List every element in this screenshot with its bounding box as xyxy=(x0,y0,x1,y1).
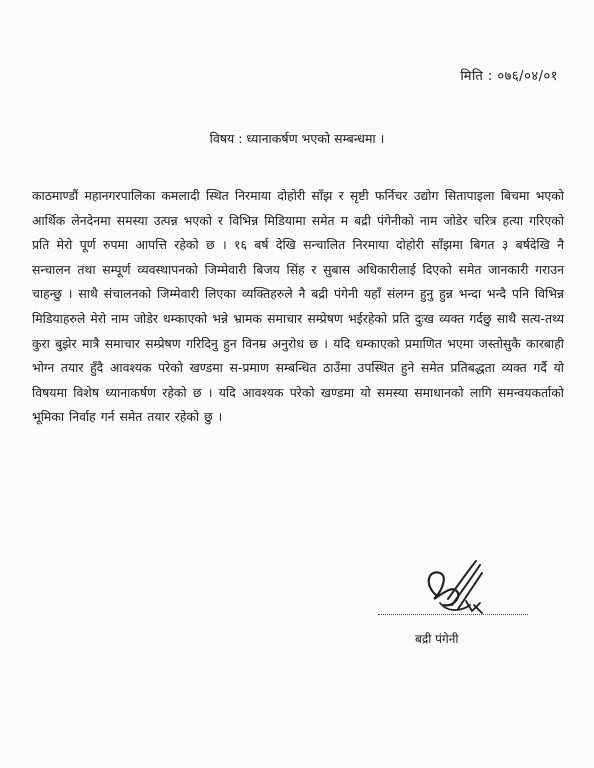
signature-line xyxy=(378,614,528,615)
letter-date: मिति : ०७६/०४/०१ xyxy=(460,69,558,84)
signer-name: बद्री पंगेनी xyxy=(415,632,459,646)
letter-body: काठमाण्डौं महानगरपालिका कमलादी स्थित निरमाया दोहोरी साँझ र सृष्टी फर्निचर उद्योग सितापाइला बिचमा भएको आर्थिक लेनदेनमा समस्या उत्पन्न भएको र विभिन्न मिडियामा समेत म बद्री पंगेनीको नाम जोडेर चरित्र हत्या गरिएको प्रति मेरो पूर्ण रुपमा आपत्ति रहेको छ । १६ बर्ष देखि सन्चालित निरमाया दोहोरी साँझमा बिगत ३ बर्षदेखि नै सन्चालन तथा सम्पूर्ण व्यवस्थापनको जिम्मेवारी बिजय सिंह र सुबास अधिकारीलाई दिएको समेत जानकारी गराउन चाहन्छु । साथै संचालनको जिम्मेवारी लिएका व्यक्तिहरुले नै बद्री पंगेनी यहाँ संलग्न हुनु हुन्न भन्दा भन्दै पनि विभिन्न मिडियाहरुले मेरो नाम जोडेर धम्काएको भन्ने भ्रामक समाचार सम्प्रेषण भईरहेको प्रति दुःख व्यक्त गर्दछु साथै सत्य-तथ्य कुरा बुझेर मात्रै समाचार सम्प्रेषण गरिदिनु हुन विनम्र अनुरोध छ । यदि धम्काएको प्रमाणित भएमा जस्तोसुकै कारबाही भोग्न तयार हुँदै आवश्यक परेको खण्डमा स-प्रमाण सम्बन्धित ठाउँमा उपस्थित हुने समेत प्रतिबद्धता व्यक्त गर्दै यो विषयमा विशेष ध्यानाकर्षण रहेको छ । यदि आवश्यक परेको खण्डमा यो समस्या समाधानको लागि समन्वयकर्ताको भूमिका निर्वाह गर्न समेत तयार रहेको छु । xyxy=(32,188,564,425)
handwritten-signature xyxy=(418,555,498,621)
letter-subject: विषय : ध्यानाकर्षण भएको सम्बन्धमा । xyxy=(209,131,385,146)
